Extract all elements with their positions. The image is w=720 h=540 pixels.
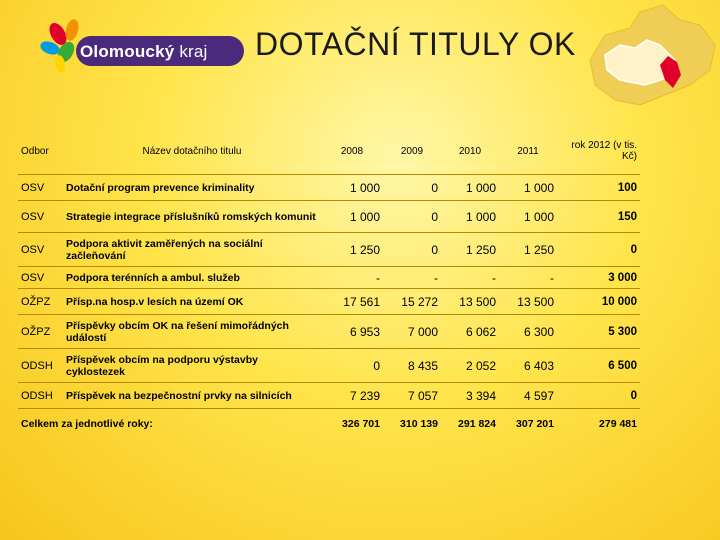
table-row — [18, 349, 640, 383]
cell-2008: 6 953 — [349, 324, 380, 339]
table-row — [18, 201, 640, 233]
col-header-odbor: Odbor — [21, 145, 49, 157]
cell-name: Podpora aktivit zaměřených na sociální začleňování — [66, 237, 263, 262]
total-2008: 326 701 — [321, 409, 383, 440]
cell-2009: 0 — [431, 180, 438, 195]
cell-2008: - — [376, 270, 380, 285]
cell-odbor: OSV — [21, 271, 45, 284]
cell-odbor: OSV — [21, 243, 45, 256]
logo-text — [80, 42, 208, 62]
cell-name: Příspěvek obcím na podporu výstavby cyklostezek — [66, 353, 258, 378]
cell-name: Příspěvek na bezpečnostní prvky na silnicích — [66, 389, 292, 402]
cell-2012: 3 000 — [608, 271, 637, 284]
cell-2010: 2 052 — [465, 358, 496, 373]
cell-2012: 0 — [630, 389, 637, 402]
total-label: Celkem za jednotlivé roky: — [18, 409, 321, 440]
col-header-name: Název dotačního titulu — [142, 145, 242, 157]
cell-name: Strategie integrace příslušníků romských komunit — [66, 210, 316, 223]
cell-2008: 1 000 — [349, 209, 380, 224]
cell-name: Přísp.na hosp.v lesích na území OK — [66, 295, 244, 308]
cell-2008: 1 000 — [349, 180, 380, 195]
cell-2008: 0 — [373, 358, 380, 373]
cell-2010: 3 394 — [465, 388, 496, 403]
cell-name: Podpora terénních a ambul. služeb — [66, 271, 240, 284]
total-2011: 307 201 — [499, 409, 557, 440]
cell-2009: 8 435 — [407, 358, 438, 373]
table-row — [18, 267, 640, 289]
cell-2011: 6 300 — [523, 324, 554, 339]
table-row — [18, 175, 640, 201]
region-map — [585, 0, 720, 120]
cell-odbor: OSV — [21, 210, 45, 223]
cell-odbor: OŽPZ — [21, 325, 51, 338]
table-row — [18, 315, 640, 349]
cell-odbor: OSV — [21, 181, 45, 194]
cell-2011: 4 597 — [523, 388, 554, 403]
cell-2008: 1 250 — [349, 242, 380, 257]
cell-odbor: ODSH — [21, 389, 53, 402]
cell-2008: 7 239 — [349, 388, 380, 403]
total-row — [18, 409, 640, 440]
col-header-2009: 2009 — [400, 145, 424, 157]
total-2012: 279 481 — [557, 409, 640, 440]
col-header-2010: 2010 — [458, 145, 482, 157]
cell-2010: - — [492, 270, 496, 285]
total-2010: 291 824 — [441, 409, 499, 440]
cell-2010: 6 062 — [465, 324, 496, 339]
cell-2009: 0 — [431, 209, 438, 224]
logo-suffix: kraj — [179, 42, 208, 61]
cell-2009: 7 000 — [407, 324, 438, 339]
cell-odbor: OŽPZ — [21, 295, 51, 308]
cell-2011: 13 500 — [517, 294, 554, 309]
table-header-row — [18, 128, 640, 175]
table-row — [18, 233, 640, 267]
logo-name: Olomoucký — [80, 42, 175, 61]
cell-2012: 6 500 — [608, 359, 637, 372]
cell-2008: 17 561 — [343, 294, 380, 309]
cell-2010: 1 000 — [465, 209, 496, 224]
page-title: DOTAČNÍ TITULY OK — [255, 26, 576, 62]
table-row — [18, 383, 640, 409]
cell-2011: - — [550, 270, 554, 285]
col-header-2012: rok 2012 (v tis. Kč) — [571, 140, 637, 162]
grant-table — [18, 128, 640, 439]
cell-2012: 100 — [617, 181, 637, 194]
cell-2009: 15 272 — [401, 294, 438, 309]
cell-2009: 0 — [431, 242, 438, 257]
col-header-2011: 2011 — [517, 145, 539, 157]
cell-2009: 7 057 — [407, 388, 438, 403]
total-2009: 310 139 — [383, 409, 441, 440]
cell-2010: 1 000 — [465, 180, 496, 195]
cell-2012: 10 000 — [601, 295, 637, 308]
header — [0, 0, 720, 92]
col-header-2008: 2008 — [340, 145, 364, 157]
cell-2010: 13 500 — [459, 294, 496, 309]
cell-2011: 6 403 — [523, 358, 554, 373]
cell-odbor: ODSH — [21, 359, 53, 372]
cell-2009: - — [434, 270, 438, 285]
cell-name: Dotační program prevence kriminality — [66, 181, 255, 194]
table-row — [18, 289, 640, 315]
cell-2010: 1 250 — [465, 242, 496, 257]
cell-2012: 150 — [617, 210, 637, 223]
cell-2011: 1 000 — [523, 180, 554, 195]
cell-2011: 1 250 — [523, 242, 554, 257]
cell-2012: 0 — [630, 243, 637, 256]
cell-2012: 5 300 — [608, 325, 637, 338]
cell-2011: 1 000 — [523, 209, 554, 224]
cell-name: Příspěvky obcím OK na řešení mimořádných událostí — [66, 319, 289, 344]
